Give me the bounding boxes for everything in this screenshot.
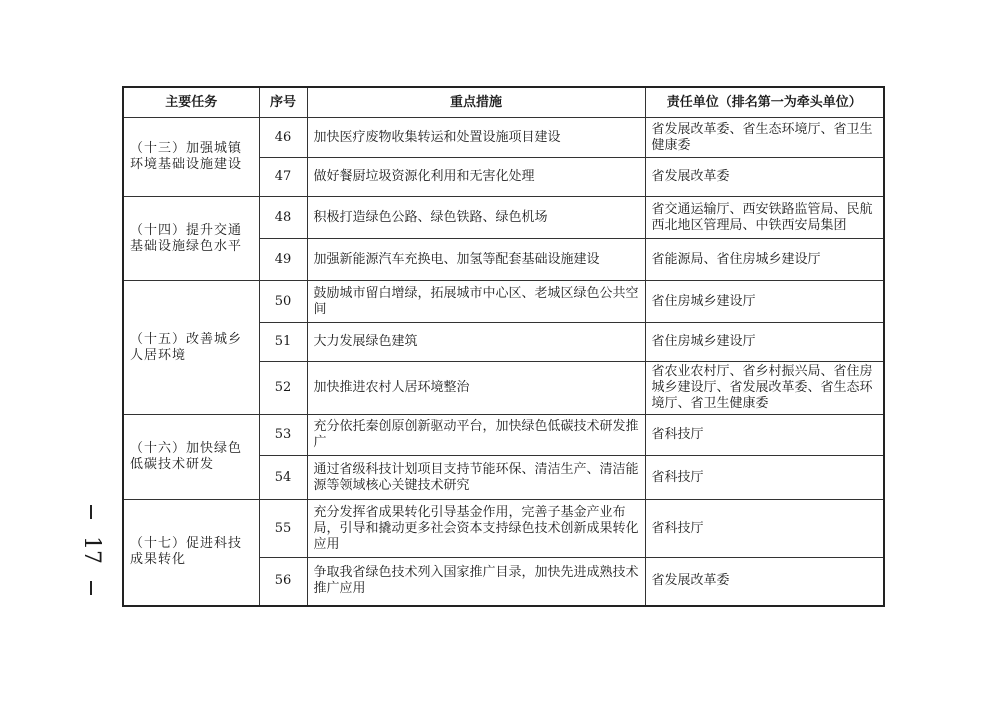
task-cell: （十六）加快绿色低碳技术研发 bbox=[123, 415, 259, 500]
unit-cell: 省科技厅 bbox=[645, 456, 884, 500]
unit-cell: 省农业农村厅、省乡村振兴局、省住房城乡建设厅、省发展改革委、省生态环境厅、省卫生健康委 bbox=[645, 362, 884, 415]
table-row bbox=[123, 197, 884, 239]
unit-cell: 省住房城乡建设厅 bbox=[645, 281, 884, 323]
task-cell: （十七）促进科技成果转化 bbox=[123, 500, 259, 606]
seq-cell: 50 bbox=[259, 281, 307, 323]
unit-cell: 省住房城乡建设厅 bbox=[645, 323, 884, 362]
unit-cell: 省科技厅 bbox=[645, 415, 884, 456]
measure-cell: 加快医疗废物收集转运和处置设施项目建设 bbox=[307, 118, 645, 158]
table-row bbox=[123, 281, 884, 323]
seq-cell: 48 bbox=[259, 197, 307, 239]
measure-cell: 积极打造绿色公路、绿色铁路、绿色机场 bbox=[307, 197, 645, 239]
seq-cell: 53 bbox=[259, 415, 307, 456]
seq-cell: 54 bbox=[259, 456, 307, 500]
page-number bbox=[78, 505, 104, 595]
measure-cell: 通过省级科技计划项目支持节能环保、清洁生产、清洁能源等领域核心关键技术研究 bbox=[307, 456, 645, 500]
table-row bbox=[123, 118, 884, 158]
measure-cell: 做好餐厨垃圾资源化利用和无害化处理 bbox=[307, 158, 645, 197]
measure-cell: 大力发展绿色建筑 bbox=[307, 323, 645, 362]
unit-cell: 省能源局、省住房城乡建设厅 bbox=[645, 239, 884, 281]
task-cell: （十四）提升交通基础设施绿色水平 bbox=[123, 197, 259, 281]
measure-cell: 充分发挥省成果转化引导基金作用，完善子基金产业布局，引导和撬动更多社会资本支持绿色技术创新成果转化应用 bbox=[307, 500, 645, 558]
measure-cell: 加快推进农村人居环境整治 bbox=[307, 362, 645, 415]
seq-cell: 49 bbox=[259, 239, 307, 281]
task-cell: （十三）加强城镇环境基础设施建设 bbox=[123, 118, 259, 197]
key-measures-table bbox=[122, 86, 885, 607]
measure-cell: 争取我省绿色技术列入国家推广目录，加快先进成熟技术推广应用 bbox=[307, 558, 645, 606]
seq-cell: 55 bbox=[259, 500, 307, 558]
seq-cell: 46 bbox=[259, 118, 307, 158]
table-header-row bbox=[123, 87, 884, 118]
measure-cell: 充分依托秦创原创新驱动平台，加快绿色低碳技术研发推广 bbox=[307, 415, 645, 456]
table-row bbox=[123, 415, 884, 456]
seq-cell: 51 bbox=[259, 323, 307, 362]
header-seq: 序号 bbox=[259, 87, 307, 118]
unit-cell: 省科技厅 bbox=[645, 500, 884, 558]
measure-cell: 加强新能源汽车充换电、加氢等配套基础设施建设 bbox=[307, 239, 645, 281]
measure-cell: 鼓励城市留白增绿，拓展城市中心区、老城区绿色公共空间 bbox=[307, 281, 645, 323]
unit-cell: 省交通运输厅、西安铁路监管局、民航西北地区管理局、中铁西安局集团 bbox=[645, 197, 884, 239]
page-number-dash-bottom bbox=[90, 581, 92, 595]
header-task: 主要任务 bbox=[123, 87, 259, 118]
unit-cell: 省发展改革委、省生态环境厅、省卫生健康委 bbox=[645, 118, 884, 158]
seq-cell: 52 bbox=[259, 362, 307, 415]
header-measure: 重点措施 bbox=[307, 87, 645, 118]
unit-cell: 省发展改革委 bbox=[645, 558, 884, 606]
task-cell: （十五）改善城乡人居环境 bbox=[123, 281, 259, 415]
page-number-text: 17 bbox=[79, 536, 104, 564]
header-unit: 责任单位（排名第一为牵头单位） bbox=[645, 87, 884, 118]
seq-cell: 47 bbox=[259, 158, 307, 197]
seq-cell: 56 bbox=[259, 558, 307, 606]
page-number-dash-top bbox=[90, 505, 92, 519]
unit-cell: 省发展改革委 bbox=[645, 158, 884, 197]
table-row bbox=[123, 500, 884, 558]
